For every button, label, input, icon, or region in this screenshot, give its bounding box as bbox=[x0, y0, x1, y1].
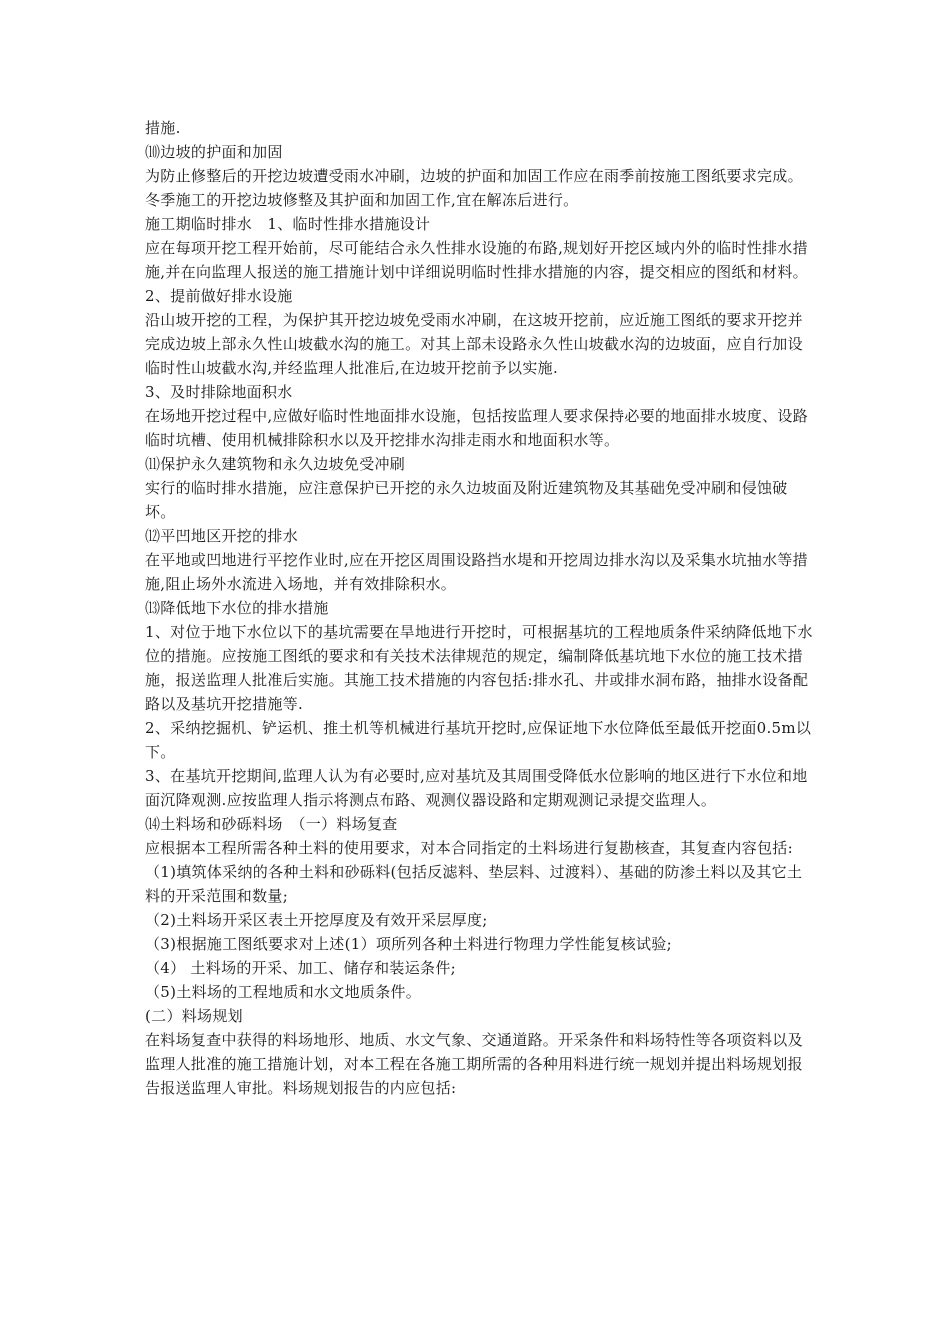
paragraph: 应在每项开挖工程开始前，尽可能结合永久性排水设施的布路,规划好开挖区域内外的临时性排水措施,并在向监理人报送的施工措施计划中详细说明临时性排水措施的内容，提交相应的图纸和材料。 bbox=[145, 239, 808, 281]
section-heading: ⑾保护永久建筑物和永久边坡免受冲刷 bbox=[145, 455, 406, 473]
section-heading: 施工期临时排水 1、临时性排水措施设计 bbox=[145, 215, 431, 233]
section-heading: 2、提前做好排水设施 bbox=[145, 287, 293, 305]
paragraph: 应根据本工程所需各种土料的使用要求，对本合同指定的土料场进行复勘核查，其复查内容包括: bbox=[145, 839, 793, 857]
paragraph: 在平地或凹地进行平挖作业时,应在开挖区周围设路挡水堤和开挖周边排水沟以及采集水坑抽水等措施,阻止场外水流进入场地，并有效排除积水。 bbox=[145, 551, 808, 593]
paragraph: 在场地开挖过程中,应做好临时性地面排水设施，包括按监理人要求保持必要的地面排水坡度、设路临时坑槽、使用机械排除积水以及开挖排水沟排走雨水和地面积水等。 bbox=[145, 407, 808, 449]
paragraph: 3、在基坑开挖期间,监理人认为有必要时,应对基坑及其周围受降低水位影响的地区进行下水位和地面沉降观测.应按监理人指示将测点布路、观测仪器设路和定期观测记录提交监理人。 bbox=[145, 767, 808, 809]
list-item: （3)根据施工图纸要求对上述(1）项所列各种土料进行物理力学性能复核试验; bbox=[145, 935, 672, 953]
list-item: （2)土料场开采区表土开挖厚度及有效开采层厚度; bbox=[145, 911, 488, 929]
paragraph: 沿山坡开挖的工程，为保护其开挖边坡免受雨水冲刷，在这坡开挖前，应近施工图纸的要求开挖并完成边坡上部永久性山坡截水沟的施工。对其上部未设路永久性山坡截水沟的边坡面，应自行加设临时性山坡截水沟,并经监理人批准后,在边坡开挖前予以实施. bbox=[145, 311, 803, 377]
list-item: （5)土料场的工程地质和水文地质条件。 bbox=[145, 983, 422, 1001]
paragraph: 实行的临时排水措施，应注意保护已开挖的永久边坡面及附近建筑物及其基础免受冲刷和侵蚀破坏。 bbox=[145, 479, 788, 521]
paragraph: 1、对位于地下水位以下的基坑需要在旱地进行开挖时，可根据基坑的工程地质条件采纳降低地下水位的措施。应按施工图纸的要求和有关技术法律规范的规定，编制降低基坑地下水位的施工技术措施，报送监理人批准后实施。其施工技术措施的内容包括:排水孔、井或排水洞布路，抽排水设备配路以及基坑开挖措施等. bbox=[145, 623, 813, 713]
paragraph: 2、采纳挖掘机、铲运机、推土机等机械进行基坑开挖时,应保证地下水位降低至最低开挖面0.5m以下。 bbox=[145, 719, 812, 761]
paragraph: 为防止修整后的开挖边坡遭受雨水冲刷，边坡的护面和加固工作应在雨季前按施工图纸要求完成。冬季施工的开挖边坡修整及其护面和加固工作,宜在解冻后进行。 bbox=[145, 167, 803, 209]
section-heading: 3、及时排除地面积水 bbox=[145, 383, 293, 401]
section-heading: ⑽边坡的护面和加固 bbox=[145, 143, 283, 161]
list-item: （1)填筑体采纳的各种土料和砂砾料(包括反滤料、垫层料、过渡料）、基础的防渗土料以及其它土料的开采范围和数量; bbox=[145, 863, 803, 905]
section-heading: (二）料场规划 bbox=[145, 1007, 243, 1025]
document-body bbox=[145, 116, 815, 1100]
section-heading: ⒀降低地下水位的排水措施 bbox=[145, 599, 329, 617]
section-heading: ⑿平凹地区开挖的排水 bbox=[145, 527, 299, 545]
list-item: （4） 土料场的开采、加工、储存和装运条件; bbox=[145, 959, 456, 977]
paragraph: 在料场复查中获得的料场地形、地质、水文气象、交通道路。开采条件和料场特性等各项资料以及监理人批准的施工措施计划，对本工程在各施工期所需的各种用料进行统一规划并提出料场规划报告报送监理人审批。料场规划报告的内应包括: bbox=[145, 1031, 803, 1097]
section-heading: ⒁土料场和砂砾料场 （一）料场复查 bbox=[145, 815, 398, 833]
paragraph: 措施. bbox=[145, 119, 181, 137]
